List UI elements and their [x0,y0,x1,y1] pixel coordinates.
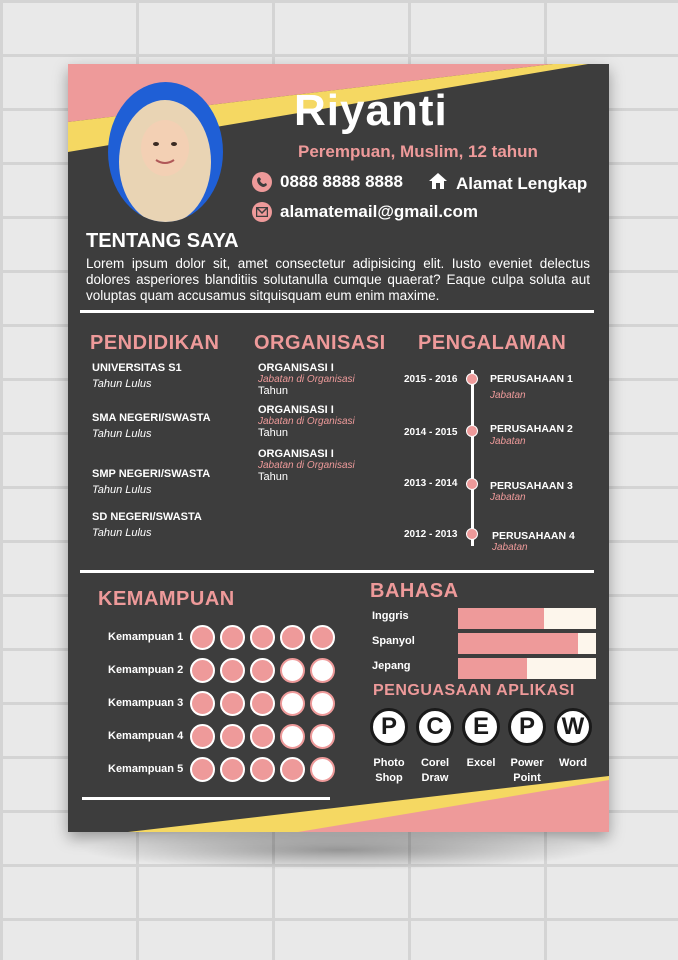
profile-photo [108,82,223,222]
languages-heading: BAHASA [370,580,459,602]
skill-dot [220,757,245,782]
skill-dot [280,724,305,749]
skill-dot [190,691,215,716]
language-bar-fill [458,658,527,679]
skill-dot [250,691,275,716]
app-label [458,756,504,771]
skill-dot [190,724,215,749]
education-school: SD NEGERI/SWASTA [92,511,202,523]
education-year: Tahun Lulus [92,527,152,539]
skill-dot [280,658,305,683]
organization-year: Tahun [258,471,288,483]
skill-label: Kemampuan 1 [108,631,184,643]
skill-label: Kemampuan 4 [108,730,184,742]
app-label-line: Point [513,772,541,784]
skill-dot [250,658,275,683]
timeline-role: Jabatan [492,542,528,553]
apps-heading: PENGUASAAN APLIKASI [373,682,575,699]
address-contact [428,172,587,195]
app-label-line: Shop [375,772,403,784]
mail-icon [252,202,272,222]
organization-name: ORGANISASI I [258,362,334,374]
skill-dot [280,691,305,716]
home-icon [428,172,448,195]
app-icon: P [370,708,408,746]
skill-dot [250,625,275,650]
app-label-line: Photo [373,757,405,769]
about-text: Lorem ipsum dolor sit, amet consectetur adipisicing elit. Iusto eveniet delectus dolores asperiores blanditiis solutanulla cumque quaerat? Eaque culpa soluta aut voluptas quam accusamus sitquisquam eum enim maxime. [86,256,590,303]
timeline-role: Jabatan [490,390,526,401]
skill-dot [250,757,275,782]
language-label: Jepang [372,660,411,672]
skill-dot [310,724,335,749]
timeline-period: 2014 - 2015 [404,427,458,438]
organization-role: Jabatan di Organisasi [258,460,355,471]
skill-rating [190,658,335,683]
app-icon: E [462,708,500,746]
resume-sheet [68,64,609,832]
divider-bottom [82,797,330,800]
profile-subtitle: Perempuan, Muslim, 12 tahun [298,142,538,161]
skills-heading: KEMAMPUAN [98,588,235,610]
experience-heading: PENGALAMAN [418,332,567,354]
language-label: Inggris [372,610,409,622]
organization-name: ORGANISASI I [258,404,334,416]
skill-dot [310,691,335,716]
education-year: Tahun Lulus [92,378,152,390]
skill-dot [310,757,335,782]
apps-icons [370,708,592,746]
app-label-line: Excel [466,757,496,769]
timeline-dot [466,425,478,437]
organization-name: ORGANISASI I [258,448,334,460]
email-contact [252,202,478,222]
skill-rating [190,757,335,782]
app-label [504,756,550,786]
skill-rating [190,625,335,650]
skill-label: Kemampuan 5 [108,763,184,775]
skill-dot [190,658,215,683]
app-label-line: Word [559,757,587,769]
education-heading: PENDIDIKAN [90,332,220,354]
phone-text: 0888 8888 8888 [280,172,403,191]
organization-year: Tahun [258,385,288,397]
timeline-company: PERUSAHAAN 3 [490,480,573,492]
skill-dot [190,757,215,782]
education-school: SMA NEGERI/SWASTA [92,412,211,424]
timeline-role: Jabatan [490,436,526,447]
language-bar [458,658,596,679]
organization-role: Jabatan di Organisasi [258,374,355,385]
phone-icon [252,172,272,192]
language-label: Spanyol [372,635,415,647]
language-bar [458,633,596,654]
language-bar [458,608,596,629]
timeline-dot [466,528,478,540]
education-school: UNIVERSITAS S1 [92,362,182,374]
app-label-line: Corel [420,757,450,769]
app-icon: W [554,708,592,746]
timeline-period: 2013 - 2014 [404,478,458,489]
skill-dot [190,625,215,650]
paper-shadow [80,830,600,870]
skill-dot [220,625,245,650]
app-label [412,756,458,786]
skill-dot [220,724,245,749]
app-label [550,756,596,771]
skill-dot [250,724,275,749]
skill-dot [280,625,305,650]
skill-rating [190,724,335,749]
skill-dot [280,757,305,782]
phone-contact [252,172,403,192]
about-heading: TENTANG SAYA [86,230,239,252]
timeline-dot [466,478,478,490]
timeline-role: Jabatan [490,492,526,503]
app-label-line: Power [510,757,544,769]
education-year: Tahun Lulus [92,428,152,440]
timeline-period: 2012 - 2013 [404,529,458,540]
skill-dot [220,658,245,683]
app-icon: C [416,708,454,746]
organization-heading: ORGANISASI [254,332,386,354]
organization-role: Jabatan di Organisasi [258,416,355,427]
skill-dot [310,625,335,650]
divider-top [80,310,594,313]
skill-label: Kemampuan 3 [108,697,184,709]
timeline-period: 2015 - 2016 [404,374,458,385]
skill-label: Kemampuan 2 [108,664,184,676]
language-bar-fill [458,608,544,629]
organization-year: Tahun [258,427,288,439]
timeline-company: PERUSAHAAN 2 [490,423,573,435]
timeline-company: PERUSAHAAN 4 [492,530,575,542]
app-icon: P [508,708,546,746]
profile-name: Riyanti [294,86,448,135]
divider-middle [80,570,594,573]
skill-dot [220,691,245,716]
address-text: Alamat Lengkap [456,173,588,193]
language-bar-fill [458,633,578,654]
email-text: alamatemail@gmail.com [280,202,478,221]
app-label-line: Draw [421,772,449,784]
timeline-dot [466,373,478,385]
education-school: SMP NEGERI/SWASTA [92,468,211,480]
education-year: Tahun Lulus [92,484,152,496]
skill-rating [190,691,335,716]
app-label [366,756,412,786]
skill-dot [310,658,335,683]
timeline-line [471,370,474,546]
timeline-company: PERUSAHAAN 1 [490,373,573,385]
